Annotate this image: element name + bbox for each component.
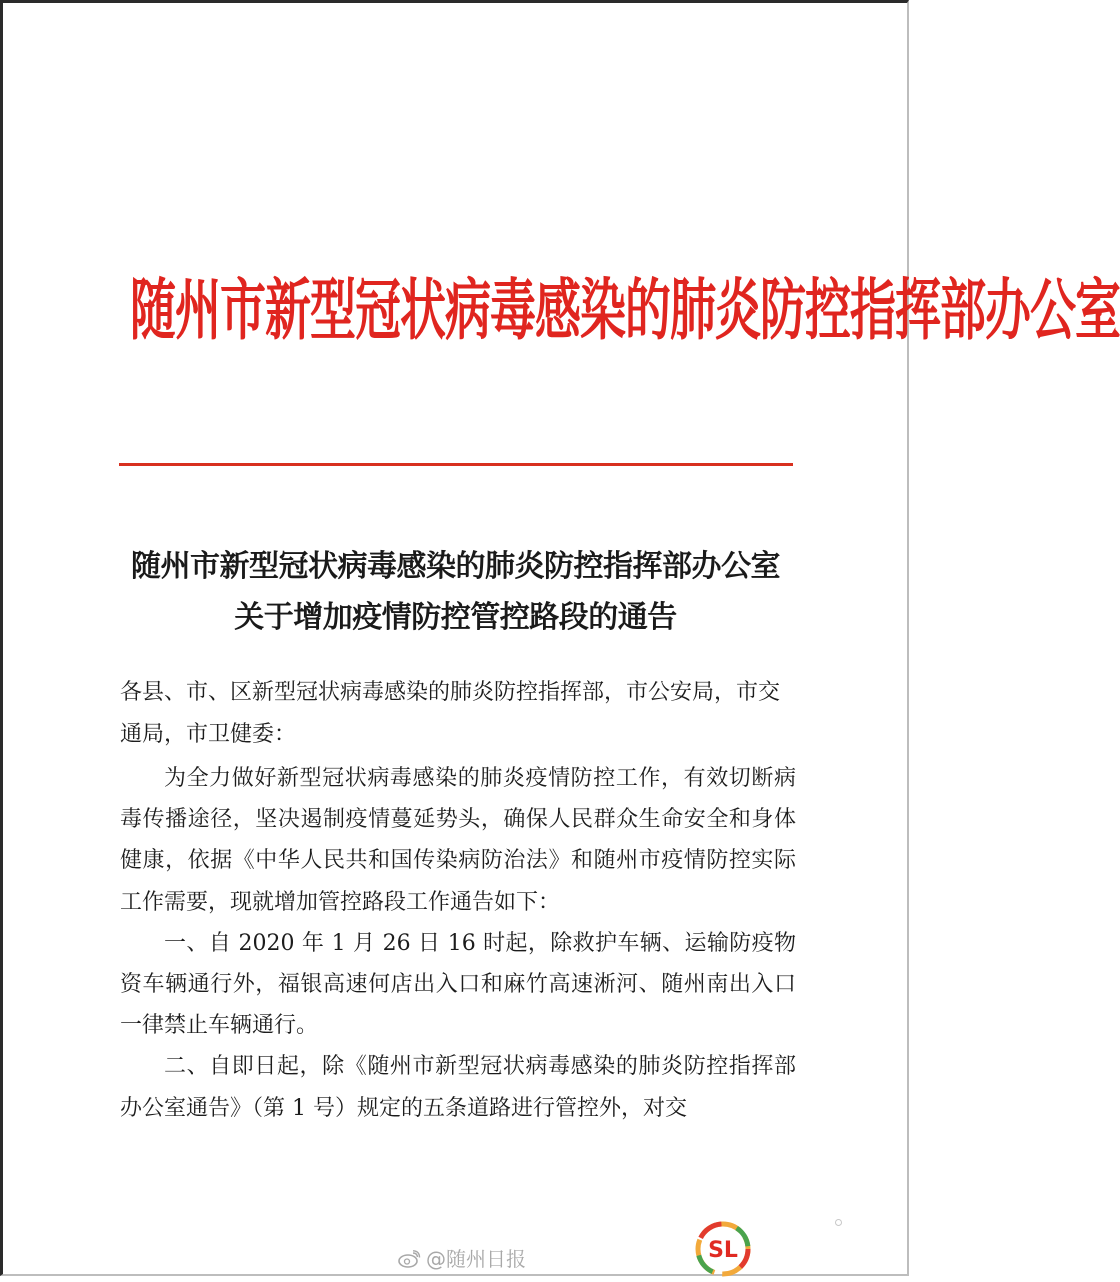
weibo-watermark: [398, 1243, 526, 1272]
watermark-text: @随州日报: [426, 1247, 526, 1271]
notice-title-line-1: 随州市新型冠状病毒感染的肺炎防控指挥部办公室: [131, 549, 780, 584]
notice-body: [120, 758, 796, 1129]
red-divider-line: [119, 463, 793, 466]
body-paragraph-item-1: 一、自 2020 年 1 月 26 日 16 时起，除救护车辆、运输防疫物资车辆通行外，福银高速何店出入口和麻竹高速淅河、随州南出入口一律禁止车辆通行。: [120, 930, 796, 1039]
notice-title-line-2: 关于增加疫情防控管控路段的通告: [234, 600, 677, 635]
logo-text: SL: [708, 1238, 738, 1263]
weibo-icon: [398, 1249, 420, 1267]
small-circle-mark: [835, 1219, 842, 1226]
red-letterhead-title: 随州市新型冠状病毒感染的肺炎防控指挥部办公室: [130, 270, 1120, 350]
addressee: 各县、市、区新型冠状病毒感染的肺炎防控指挥部，市公安局，市交通局，市卫健委：: [120, 680, 781, 747]
body-paragraph-intro: 为全力做好新型冠状病毒感染的肺炎疫情防控工作，有效切断病毒传播途径，坚决遏制疫情蔓延势头，确保人民群众生命安全和身体健康，依据《中华人民共和国传染病防治法》和随州市疫情防控实际工作需要，现就增加管控路段工作通告如下：: [120, 766, 796, 915]
circular-logo-icon: [694, 1220, 752, 1278]
body-paragraph-item-2: 二、自即日起，除《随州市新型冠状病毒感染的肺炎防控指挥部办公室通告》（第 1 号）规定的五条道路进行管控外，对交: [120, 1054, 796, 1121]
